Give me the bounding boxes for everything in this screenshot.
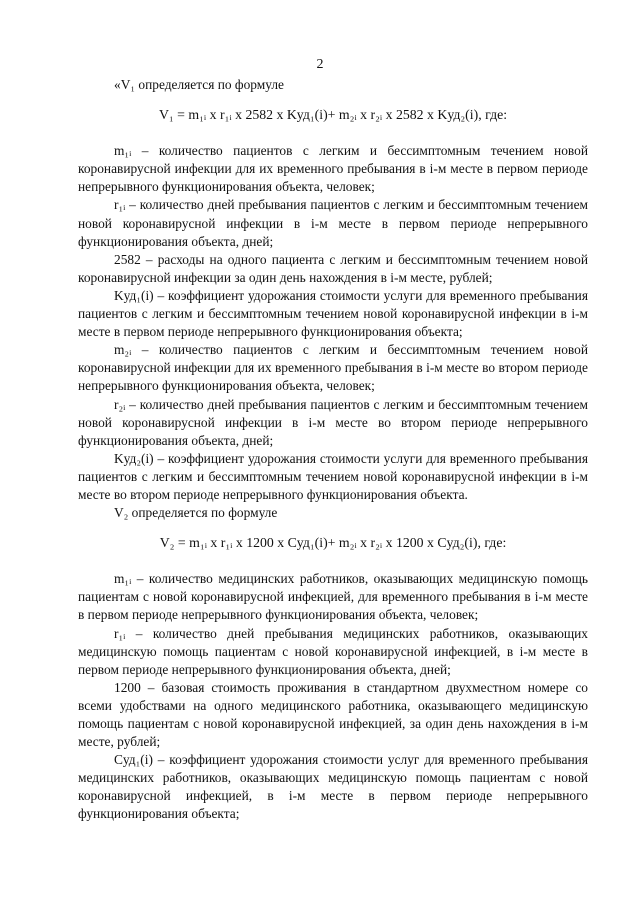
v1-def-k2: Kуд₂(i) – коэффициент удорожания стоимости услуги для временного пребывания пациентов с легким и бессимптомным течением новой коронавирусной инфекции в i-м месте во втором периоде непрерывного функционирования объекта. [78,450,588,502]
v1-def-k1: Kуд₁(i) – коэффициент удорожания стоимости услуги для временного пребывания пациентов с легким и бессимптомным течением новой коронавирусной инфекции в i-м месте в первом периоде непрерывного функционирования объекта; [78,287,588,340]
v1-definitions [78,142,588,504]
v2-intro: V₂ определяется по формуле [114,505,278,521]
v1-def-2582: 2582 – расходы на одного пациента с легким и бессимптомным течением новой коронавирусной инфекции за один день нахождения в i-м месте, рублей; [78,251,588,285]
v2-def-r1: r₁ᵢ – количество дней пребывания медицинских работников, оказывающих медицинскую помощь пациентам с новой коронавирусной инфекцией, в i-м месте в первом периоде непрерывного функционирования объекта, дней; [78,625,588,677]
v1-intro: «V₁ определяется по формуле [114,77,284,92]
v2-def-c1: Cуд₁(i) – коэффициент удорожания стоимости услуг для временного пребывания медицинских работников, оказывающих медицинскую помощь пациентам с новой коронавирусной инфекцией, в i-м месте в первом периоде непрерывного функционирования объекта; [78,752,588,822]
page-number: 2 [316,57,324,72]
v1-def-r2: r₂ᵢ – количество дней пребывания пациентов с легким и бессимптомным течением новой коронавирусной инфекции в i-м месте во втором периоде непрерывного функционирования объекта, дней; [78,396,588,448]
v1-def-m2: m₂ᵢ – количество пациентов с легким и бессимптомным течением новой коронавирусной инфекции для их временного пребывания в i-м месте во втором периоде непрерывного функционирования объекта, человек; [78,342,588,394]
v2-def-1200: 1200 – базовая стоимость проживания в стандартном двухместном номере со всеми удобствами на одного медицинского работника, оказывающего медицинскую помощь пациентам с новой коронавирусной инфекцией, за один день нахождения в i-м месте, рублей; [78,679,588,750]
v1-formula: V₁ = m₁ᵢ x r₁ᵢ x 2582 x Kуд₁(i)+ m₂ᵢ x r₂ᵢ x 2582 x Kуд₂(i), где: [158,107,508,123]
v2-formula: V₂ = m₁ᵢ x r₁ᵢ x 1200 x Cуд₁(i)+ m₂ᵢ x r₂ᵢ x 1200 x Cуд₂(i), где: [159,535,507,551]
v1-def-r1: r₁ᵢ – количество дней пребывания пациентов с легким и бессимптомным течением новой коронавирусной инфекции в i-м месте в первом периоде непрерывного функционирования объекта, дней; [78,197,588,249]
v1-def-m1: m₁ᵢ – количество пациентов с легким и бессимптомным течением новой коронавирусной инфекции для их временного пребывания в i-м месте в первом периоде непрерывного функционирования объекта, человек; [78,143,588,195]
v2-def-m1: m₁ᵢ – количество медицинских работников, оказывающих медицинскую помощь пациентам с новой коронавирусной инфекцией, для временного пребывания в i-м месте в первом периоде непрерывного функционирования объекта, человек; [78,571,588,623]
v2-definitions [78,570,588,823]
